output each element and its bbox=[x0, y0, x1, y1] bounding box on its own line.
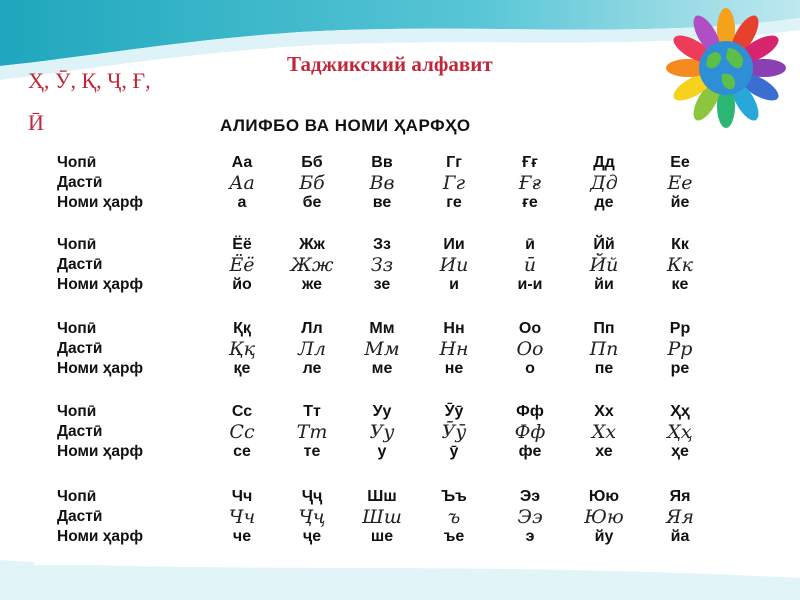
letter-print: Фф bbox=[516, 403, 544, 420]
letter-name: пе bbox=[594, 360, 614, 377]
letter-cursive: Сс bbox=[229, 421, 255, 443]
letter-print: Ҳҳ bbox=[670, 403, 690, 420]
special-letters-line-2: Ӣ bbox=[28, 110, 44, 135]
letter-print: Ғғ bbox=[522, 154, 538, 171]
letter-cursive: Фф bbox=[514, 421, 546, 443]
letter-print: Лл bbox=[301, 320, 323, 337]
letter-print: Тт bbox=[303, 403, 321, 420]
letter-print: Ӯӯ bbox=[444, 403, 464, 420]
letter-name: йе bbox=[670, 194, 690, 211]
row-label-cursive: Дастӣ bbox=[57, 340, 103, 357]
letter-name: фе bbox=[518, 443, 542, 460]
letter-cursive: Ҳҳ bbox=[667, 421, 693, 443]
row-label-name: Номи ҳарф bbox=[57, 194, 144, 211]
letter-cursive: Ӯӯ bbox=[441, 421, 467, 443]
letter-cell bbox=[206, 235, 278, 295]
letter-name: йи bbox=[594, 276, 614, 293]
letter-cursive: Лл bbox=[298, 338, 326, 360]
letter-print: Аа bbox=[231, 154, 253, 171]
letter-cursive: Ее bbox=[667, 172, 693, 194]
letter-cell bbox=[276, 235, 348, 295]
letter-cursive: Шш bbox=[362, 506, 402, 528]
letter-cell bbox=[494, 153, 566, 213]
letter-cursive: Ии bbox=[439, 254, 469, 276]
letter-name: у bbox=[377, 443, 387, 460]
letter-cell bbox=[346, 402, 418, 462]
row-label-cursive: Дастӣ bbox=[57, 256, 103, 273]
letter-name: и-и bbox=[517, 276, 543, 293]
letter-cell bbox=[346, 153, 418, 213]
letter-name: ғе bbox=[522, 194, 538, 211]
letter-cell bbox=[644, 235, 716, 295]
letter-name: се bbox=[233, 443, 251, 460]
letter-cell bbox=[494, 235, 566, 295]
letter-print: Ҷҷ bbox=[301, 488, 323, 505]
letter-print: Ии bbox=[443, 236, 465, 253]
alphabet-header: АЛИФБО ВА НОМИ ҲАРФҲО bbox=[220, 116, 471, 135]
row-label-name: Номи ҳарф bbox=[57, 276, 144, 293]
letter-print: Хх bbox=[594, 403, 614, 420]
letter-print: Ёё bbox=[232, 236, 252, 253]
letter-name: и bbox=[449, 276, 459, 293]
letter-cursive: Бб bbox=[299, 172, 325, 194]
letter-name: че bbox=[232, 528, 252, 545]
letter-cursive: Оо bbox=[516, 338, 544, 360]
letter-name: ре bbox=[670, 360, 690, 377]
letter-name: ве bbox=[372, 194, 392, 211]
letter-cursive: Йй bbox=[589, 254, 619, 276]
letter-print: Ққ bbox=[233, 320, 251, 337]
letter-name: ъе bbox=[443, 528, 465, 545]
letter-name: йу bbox=[594, 528, 614, 545]
letter-name: бе bbox=[302, 194, 322, 211]
letter-print: Зз bbox=[373, 236, 391, 253]
letter-cell bbox=[494, 402, 566, 462]
letter-cell bbox=[418, 319, 490, 379]
letter-name: ҳе bbox=[671, 443, 689, 460]
letter-cursive: Кк bbox=[666, 254, 694, 276]
letter-cursive: Рр bbox=[667, 338, 693, 360]
letter-name: ке bbox=[671, 276, 689, 293]
letter-cell bbox=[206, 153, 278, 213]
letter-print: Яя bbox=[669, 488, 691, 505]
letter-name: ме bbox=[371, 360, 393, 377]
letter-cell bbox=[276, 487, 348, 547]
letter-cell bbox=[346, 235, 418, 295]
row-label-cursive: Дастӣ bbox=[57, 508, 103, 525]
letter-cursive: Аа bbox=[229, 172, 255, 194]
letter-cell bbox=[276, 153, 348, 213]
letter-cursive: Ғғ bbox=[518, 172, 542, 194]
letter-print: ӣ bbox=[525, 236, 535, 253]
letter-print: Вв bbox=[371, 154, 393, 171]
letter-print: Ъъ bbox=[441, 488, 467, 505]
letter-print: Пп bbox=[593, 320, 615, 337]
letter-print: Ээ bbox=[519, 488, 541, 505]
letter-print: Мм bbox=[369, 320, 395, 337]
letter-print: Уу bbox=[372, 403, 392, 420]
letter-name: же bbox=[301, 276, 323, 293]
letter-print: Сс bbox=[231, 403, 253, 420]
letter-print: Оо bbox=[518, 320, 542, 337]
letter-cell bbox=[568, 319, 640, 379]
letter-name: ҷе bbox=[302, 528, 322, 545]
letter-cursive: ӣ bbox=[523, 254, 537, 276]
letter-cursive: Пп bbox=[589, 338, 619, 360]
letter-cursive: Дд bbox=[590, 172, 618, 194]
letter-print: Кк bbox=[671, 236, 689, 253]
letter-print: Ее bbox=[670, 154, 690, 171]
letter-print: Нн bbox=[443, 320, 465, 337]
letter-name: э bbox=[525, 528, 535, 545]
row-label-print: Чопӣ bbox=[57, 154, 97, 171]
row-label-name: Номи ҳарф bbox=[57, 443, 144, 460]
letter-cell bbox=[346, 487, 418, 547]
letter-name: йа bbox=[670, 528, 690, 545]
letter-name: не bbox=[444, 360, 464, 377]
letter-print: Гг bbox=[446, 154, 462, 171]
letter-cursive: Тт bbox=[296, 421, 328, 443]
letter-cell bbox=[346, 319, 418, 379]
letter-print: Бб bbox=[301, 154, 323, 171]
letter-cell bbox=[568, 402, 640, 462]
letter-cursive: Ққ bbox=[228, 338, 256, 360]
letter-cursive: Юю bbox=[584, 506, 624, 528]
letter-cell bbox=[418, 153, 490, 213]
letter-cell bbox=[418, 235, 490, 295]
letter-print: Жж bbox=[299, 236, 325, 253]
letter-cell bbox=[644, 319, 716, 379]
letter-name: а bbox=[237, 194, 247, 211]
letter-name: ше bbox=[370, 528, 394, 545]
letter-print: Рр bbox=[669, 320, 691, 337]
row-label-name: Номи ҳарф bbox=[57, 528, 144, 545]
row-label-print: Чопӣ bbox=[57, 320, 97, 337]
slide-title: Таджикский алфавит bbox=[287, 52, 493, 76]
letter-print: Юю bbox=[588, 488, 620, 505]
row-label-print: Чопӣ bbox=[57, 403, 97, 420]
letter-name: ге bbox=[446, 194, 462, 211]
letter-cursive: Вв bbox=[369, 172, 395, 194]
letter-cursive: Ёё bbox=[229, 254, 255, 276]
row-label-name: Номи ҳарф bbox=[57, 360, 144, 377]
letter-cell bbox=[276, 402, 348, 462]
letter-print: Дд bbox=[593, 154, 615, 171]
letter-cell bbox=[644, 487, 716, 547]
letter-cell bbox=[206, 319, 278, 379]
letter-cell bbox=[418, 487, 490, 547]
letter-cursive: Мм bbox=[364, 338, 400, 360]
letter-name: зе bbox=[373, 276, 391, 293]
letter-cell bbox=[568, 153, 640, 213]
row-label-cursive: Дастӣ bbox=[57, 174, 103, 191]
row-label-print: Чопӣ bbox=[57, 488, 97, 505]
letter-cursive: Жж bbox=[290, 254, 334, 276]
letter-print: Чч bbox=[231, 488, 253, 505]
letter-name: ӯ bbox=[449, 443, 459, 460]
letter-name: те bbox=[303, 443, 321, 460]
letter-cursive: Нн bbox=[439, 338, 469, 360]
row-label-cursive: Дастӣ bbox=[57, 423, 103, 440]
letter-name: йо bbox=[232, 276, 252, 293]
letter-name: хе bbox=[595, 443, 613, 460]
letter-cursive: ъ bbox=[447, 506, 461, 528]
letter-cell bbox=[568, 487, 640, 547]
letter-print: Шш bbox=[367, 488, 397, 505]
letter-cursive: Зз bbox=[370, 254, 394, 276]
letter-name: де bbox=[594, 194, 614, 211]
letter-cell bbox=[494, 319, 566, 379]
letter-cell bbox=[568, 235, 640, 295]
letter-cursive: Уу bbox=[369, 421, 395, 443]
letter-cell bbox=[418, 402, 490, 462]
letter-name: қе bbox=[233, 360, 251, 377]
letter-print: Йй bbox=[593, 236, 615, 253]
letter-cursive: Яя bbox=[666, 506, 694, 528]
letter-cell bbox=[276, 319, 348, 379]
letter-cell bbox=[494, 487, 566, 547]
letter-name: ле bbox=[302, 360, 322, 377]
letter-cursive: Гг bbox=[442, 172, 466, 194]
letter-cursive: Ээ bbox=[517, 506, 543, 528]
letter-cursive: Ҷҷ bbox=[298, 506, 326, 528]
special-letters-line-1: Ҳ, Ӯ, Қ, Ҷ, Ғ, bbox=[28, 68, 151, 93]
letter-name: о bbox=[525, 360, 535, 377]
letter-cursive: Хх bbox=[591, 421, 617, 443]
letter-cell bbox=[206, 402, 278, 462]
row-label-print: Чопӣ bbox=[57, 236, 97, 253]
letter-cursive: Чч bbox=[228, 506, 256, 528]
letter-cell bbox=[644, 402, 716, 462]
letter-cell bbox=[644, 153, 716, 213]
letter-cell bbox=[206, 487, 278, 547]
